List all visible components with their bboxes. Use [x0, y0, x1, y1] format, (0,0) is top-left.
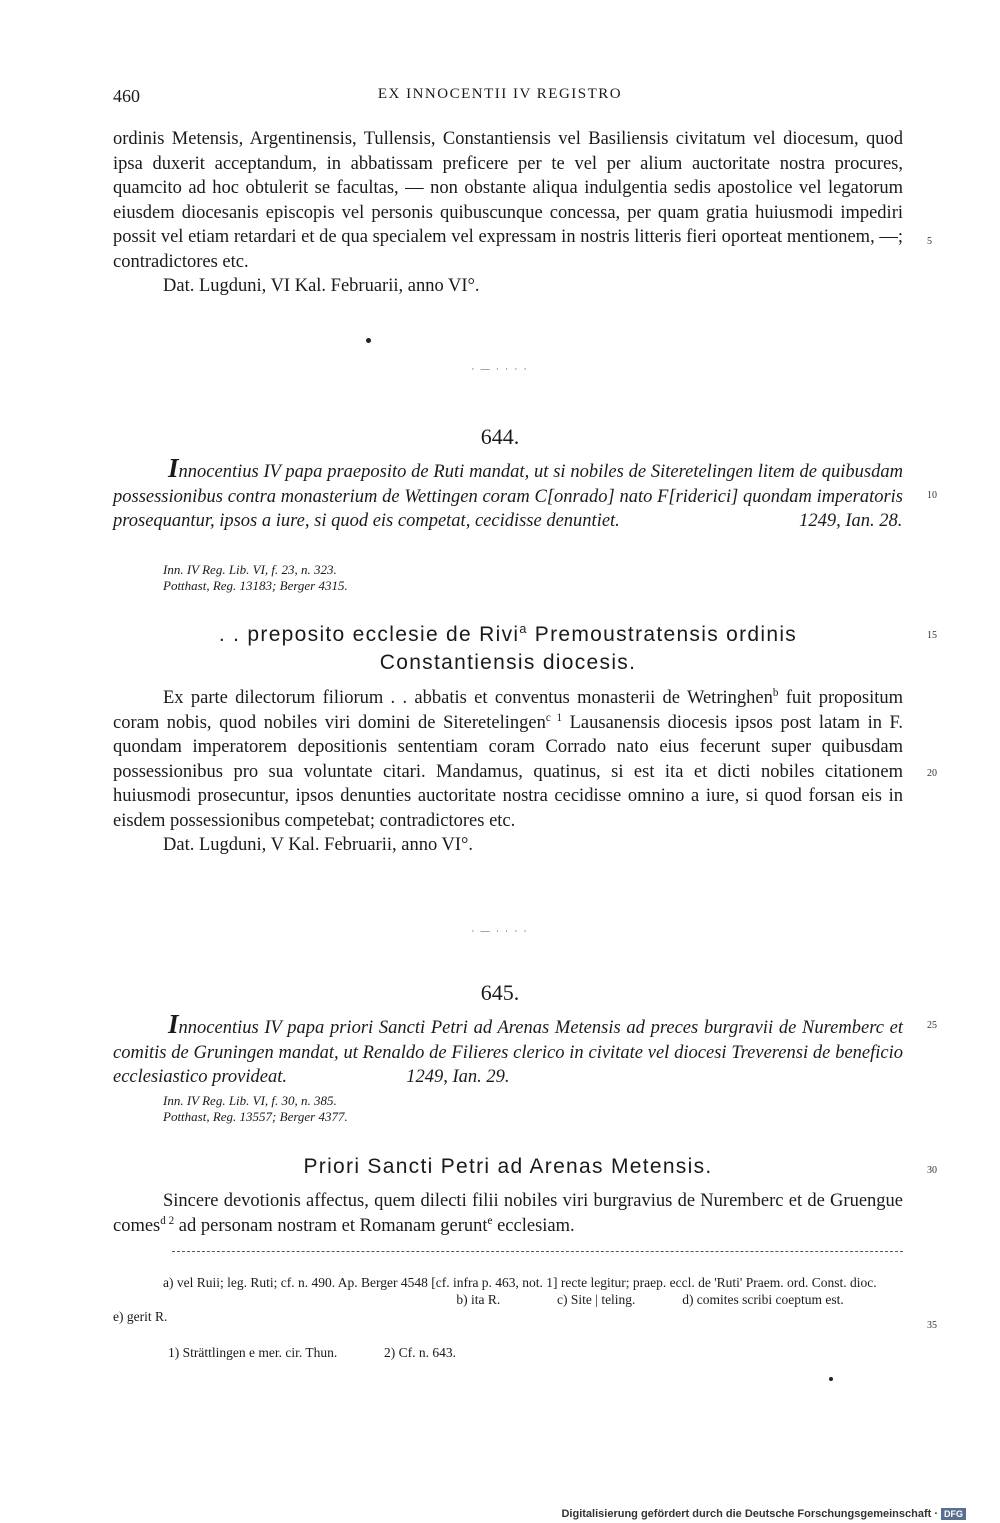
text-part: Ex parte dilectorum filiorum . . abbatis et conventus monasterii de Wetringhen — [163, 688, 773, 708]
text-part: fuit propositum coram nobis, quod nobiles viri domini de Siteretelingen — [113, 688, 903, 733]
text-part: ecclesiam. — [492, 1215, 575, 1236]
address-title: Priori Sancti Petri ad Arenas Metensis. — [303, 1155, 713, 1178]
digitization-credit — [561, 1508, 966, 1520]
source-references — [163, 562, 348, 594]
regest — [113, 1009, 903, 1090]
regest-text: nnocentius IV papa praeposito de Ruti mandat, ut si nobiles de Siteretelingen litem de quibusdam possessionibus contra monasterium de Wettingen coram C[onrado] nato F[riderici] quondam imperatoris prosequantur, ipsos a iure, si quod eis competat, cecidisse denuntiet. — [113, 462, 903, 531]
dating-clause: Dat. Lugduni, VI Kal. Februarii, anno VI°. — [163, 276, 480, 296]
main-paragraph — [113, 1189, 903, 1238]
footnote-c: c) Site | teling. — [557, 1292, 636, 1307]
line-number: 15 — [927, 630, 937, 641]
continuation-paragraph: ordinis Metensis, Argentinensis, Tullensis, Constantiensis vel Basiliensis civitatum vel diocesum, quod ipsa duxerit acceptandum, in abbatissam preficere per te vel per alium auctoritate nostra procures, quamcito ad hoc obtulerit se facultas, — non obstante aliqua indulgentia sedis apostolice vel legatorum eiusdem diocesanis episcopis vel personis quibuscunque concessa, per quam gratia huiusmodi impediri possit vel etiam retardari et de qua specialem vel expressam in nostris litteris fieri oporteat mentionem, —; contradictores etc. — [113, 129, 903, 272]
text-part: Sincere devotionis affectus, quem dilecti filii nobiles viri burgravius de Nuremberc et de Gruengue comes — [113, 1191, 903, 1236]
line-number: 30 — [927, 1165, 937, 1176]
ink-dot — [829, 1377, 833, 1381]
regest-date: 1249, Ian. 29. — [406, 1067, 510, 1087]
footnote-marker: e — [487, 1214, 493, 1227]
document-text — [113, 1189, 903, 1238]
ink-dot — [366, 338, 371, 343]
footnote-marker: c 1 — [545, 711, 563, 724]
title-part-1: . . preposito ecclesie de Rivi — [218, 623, 520, 646]
line-number: 10 — [927, 490, 937, 501]
footnote-row — [113, 1344, 903, 1361]
running-head: EX INNOCENTII IV REGISTRO — [377, 86, 623, 102]
potthast-reference: Potthast, Reg. 13557; Berger 4377. — [163, 1109, 348, 1124]
footnote-b: b) ita R. — [456, 1292, 501, 1307]
historical-footnotes — [113, 1344, 903, 1361]
footnote-e: e) gerit R. — [113, 1309, 168, 1324]
document-number: 644. — [480, 424, 520, 449]
footnote-marker: d 2 — [160, 1214, 175, 1227]
footnote-2: 2) Cf. n. 643. — [383, 1345, 456, 1360]
footnote-d: d) comites scribi coeptum est. — [682, 1292, 844, 1307]
section-separator: · — · · · · — [471, 364, 529, 374]
footnote-rule — [172, 1251, 903, 1252]
document-number: 645. — [480, 980, 520, 1005]
dfg-logo: DFG — [941, 1508, 966, 1520]
previous-document-text — [113, 127, 903, 299]
dating-clause: Dat. Lugduni, V Kal. Februarii, anno VI°. — [163, 835, 474, 855]
footnote-row — [113, 1291, 903, 1308]
regest-text: nnocentius IV papa priori Sancti Petri ad Arenas Metensis ad preces burgravii de Nuremberc et comitis de Gruningen mandat, ut Renaldo de Filieres clerico in civitate vel diocesi Treverensi de beneficio ecclesiastico provideat. — [113, 1018, 903, 1087]
footnote-marker: a — [519, 622, 528, 636]
text-part: ad personam nostram et Romanam gerunt — [174, 1215, 488, 1236]
footnote-a: a) vel Ruii; leg. Ruti; cf. n. 490. Ap. Berger 4548 [cf. infra p. 463, not. 1] recte legitur; praep. eccl. de 'Ruti' Praem. ord. Const. dioc. — [163, 1275, 877, 1290]
title-part-2: Premoustratensis ordinis — [527, 623, 798, 646]
potthast-reference: Potthast, Reg. 13183; Berger 4315. — [163, 578, 348, 593]
title-line-2: Constantiensis diocesis. — [379, 651, 637, 674]
main-paragraph — [113, 686, 903, 833]
register-reference: Inn. IV Reg. Lib. VI, f. 23, n. 323. — [163, 562, 337, 577]
line-number: 5 — [927, 236, 932, 247]
text-critical-footnotes — [113, 1274, 903, 1325]
address-title — [113, 621, 903, 677]
regest — [113, 453, 903, 534]
regest-date: 1249, Ian. 28. — [799, 511, 903, 531]
credit-text: Digitalisierung gefördert durch die Deutsche Forschungsgemeinschaft · — [561, 1508, 938, 1520]
line-number: 35 — [927, 1320, 937, 1331]
line-number: 20 — [927, 768, 937, 779]
source-references — [163, 1093, 348, 1125]
regest-initial: I — [168, 453, 179, 483]
register-reference: Inn. IV Reg. Lib. VI, f. 30, n. 385. — [163, 1093, 337, 1108]
line-number: 25 — [927, 1020, 937, 1031]
page-number: 460 — [113, 86, 140, 106]
footnote-1: 1) Strättlingen e mer. cir. Thun. — [168, 1345, 338, 1360]
text-part: Lausanensis diocesis ipsos post latam in F. quondam imperatorem depositionis sententiam coram Corrado nato eius fecerunt super quibusdam possessionibus pro sua voluntate citari. Mandamus, quatinus, si est ita et dicti nobiles citationem huiusmodi prosecuntur, ipsos denunties auctoritate nostra cecidisse omnino a iure, si quod forsan eis in eisdem possessionibus competebat; contradictores etc. — [113, 712, 903, 831]
document-text — [113, 686, 903, 858]
footnote-marker: b — [772, 686, 779, 699]
section-separator: · — · · · · — [471, 926, 529, 936]
regest-initial: I — [168, 1009, 179, 1039]
